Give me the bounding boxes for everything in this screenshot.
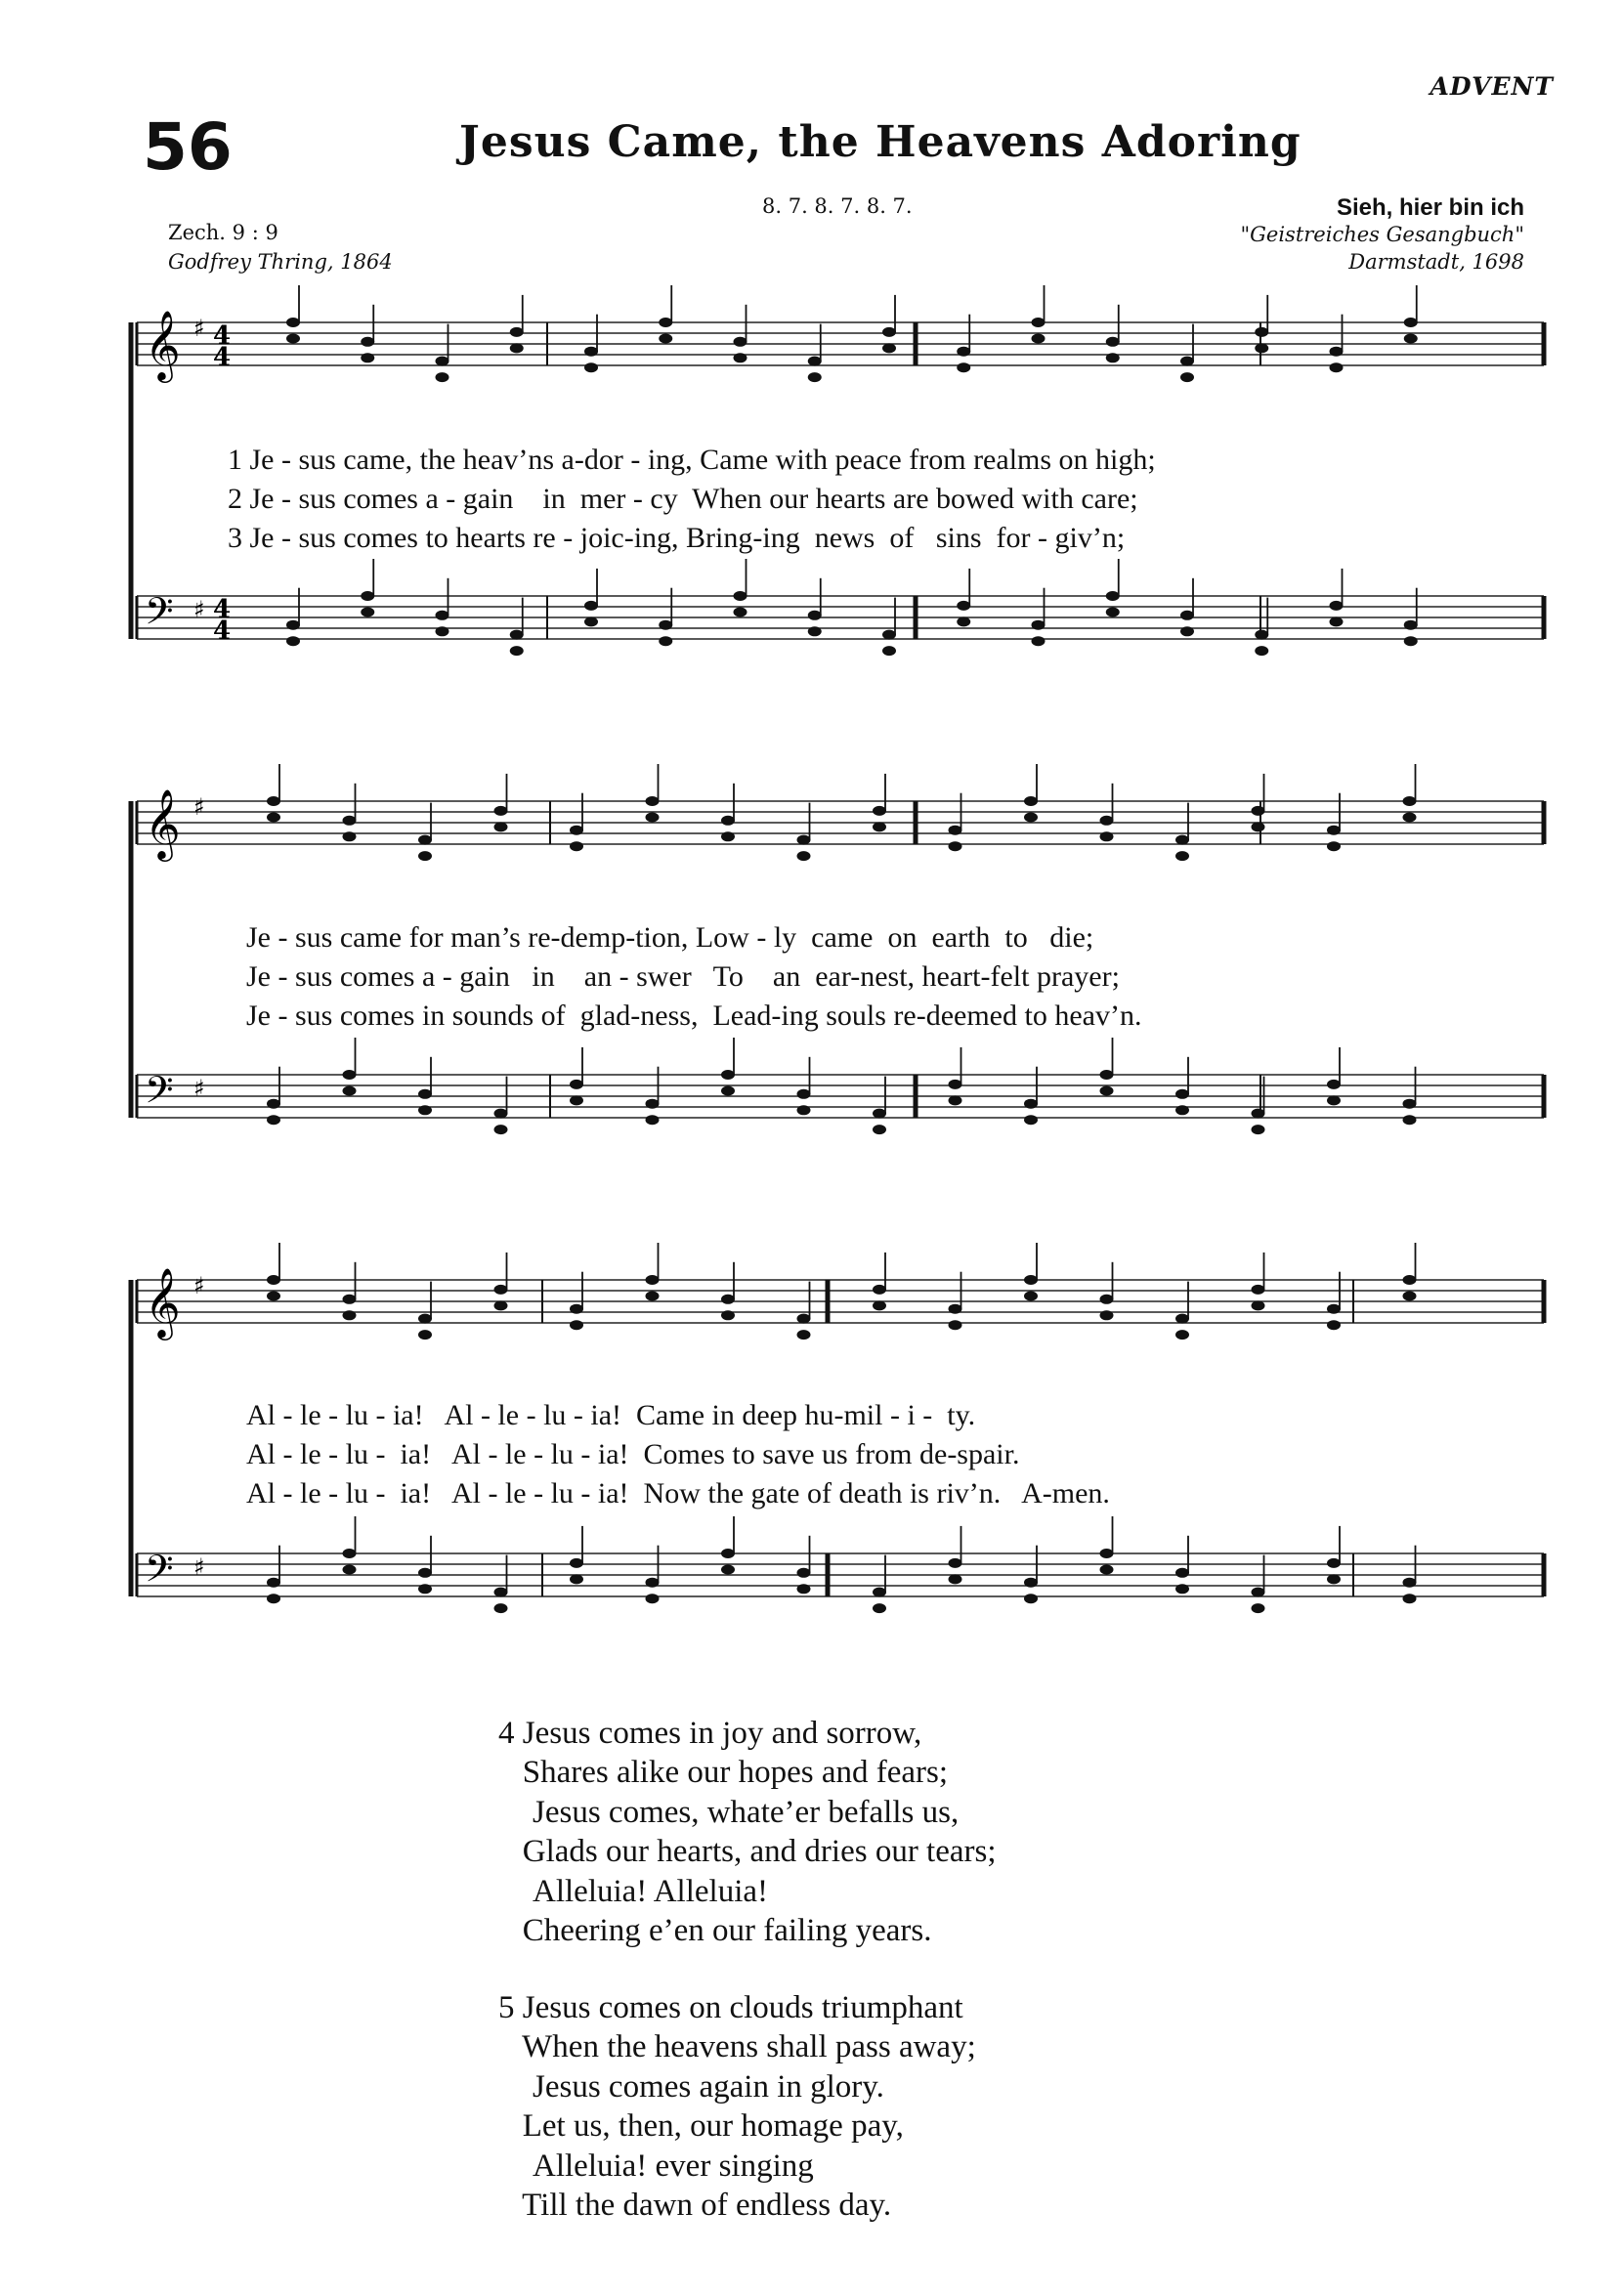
verse-4-line-3: Jesus comes, whate’er befalls us, [533,1795,960,1830]
notehead [721,816,735,826]
notehead [286,318,300,327]
notehead [418,1568,432,1578]
verse-5-line-5: Alleluia! ever singing [533,2148,814,2184]
notehead [1100,1070,1114,1080]
notehead [957,601,970,611]
notehead [721,1310,735,1320]
notehead [436,626,449,636]
notehead [808,357,822,366]
notehead [1180,626,1194,636]
notehead [1175,1584,1189,1594]
tune-source: "Geistreiches Gesangbuch" [1240,223,1524,246]
notehead [510,630,524,640]
notehead [808,626,822,636]
notehead [267,1099,280,1109]
notehead [1175,1105,1189,1115]
lyric-s2-line1: Je - sus came for man’s re-demp-tion, Low - ly came on earth to die; [246,921,1094,954]
section-label: ADVENT [1430,72,1554,101]
notehead [659,334,672,344]
notehead [1327,1304,1341,1314]
notehead [267,1578,280,1588]
notehead [1100,831,1114,841]
time-signature-top: 4 [213,595,232,624]
notehead [584,617,598,626]
notehead [1024,1115,1038,1125]
notehead [1252,1285,1265,1295]
notehead [570,1320,583,1330]
hymn-title: Jesus Came, the Heavens Adoring [459,117,1302,167]
verse-5-line-1: 5 Jesus comes on clouds triumphant [498,1990,963,2025]
notehead [436,372,449,382]
lyric-s3-line1: Al - le - lu - ia! Al - le - lu - ia! Came in deep hu-mil - i - ty. [246,1399,976,1431]
notehead [1175,1568,1189,1578]
notehead [1024,1275,1038,1285]
verse-4-line-2: Shares alike our hopes and fears; [498,1755,949,1790]
notehead [646,1099,660,1109]
notehead [1403,796,1417,806]
notehead [1330,601,1344,611]
notehead [1252,1300,1265,1310]
key-signature-sharp-icon: ♯ [193,596,205,623]
notehead [510,327,524,337]
notehead [646,1292,660,1301]
lyric-s1-line2: 2 Je - sus comes a - gain in mer - cy When our hearts are bowed with care; [228,483,1138,515]
notehead [646,1115,660,1125]
bass-clef-icon: 𝄢 [145,1068,174,1121]
notehead [361,608,374,617]
notehead [343,1086,357,1096]
notehead [1403,1275,1417,1285]
notehead [1024,1099,1038,1109]
notehead [1032,318,1046,327]
notehead [721,1295,735,1304]
notehead [949,1095,962,1105]
lyric-s2-line3: Je - sus comes in sounds of glad-ness, Lead-ing souls re-deemed to heav’n. [246,999,1142,1032]
notehead [1404,318,1418,327]
notehead [267,1115,280,1125]
notehead [646,1275,660,1285]
notehead [1100,1565,1114,1575]
verse-4-line-5: Alleluia! Alleluia! [533,1874,769,1909]
notehead [570,841,583,851]
key-signature-sharp-icon: ♯ [193,1272,205,1299]
notehead [1175,851,1189,861]
notehead [1252,1109,1265,1119]
notehead [659,636,672,646]
lyric-s3-line3: Al - le - lu - ia! Al - le - lu - ia! Now the gate of death is riv’n. A-men. [246,1477,1110,1509]
notehead [1100,1310,1114,1320]
notehead [1327,1558,1341,1568]
notehead [949,1574,962,1584]
notehead [797,1089,811,1099]
notehead [873,1285,886,1295]
notehead [734,337,747,347]
notehead [873,1588,886,1597]
notehead [1024,1578,1038,1588]
notehead [418,1314,432,1324]
notehead [1404,620,1418,630]
notehead [570,1304,583,1314]
notehead [570,1095,583,1105]
notehead [646,813,660,823]
notehead [1024,813,1038,823]
notehead [721,1070,735,1080]
verse-4-line-4: Glads our hearts, and dries our tears; [498,1834,997,1869]
notehead [267,1292,280,1301]
notehead [418,1105,432,1115]
notehead [1327,1320,1341,1330]
notehead [1100,1549,1114,1558]
notehead [494,1588,508,1597]
notehead [418,835,432,845]
notehead [418,1330,432,1339]
notehead [494,1109,508,1119]
notehead [882,630,896,640]
meter: 8. 7. 8. 7. 8. 7. [762,194,913,218]
notehead [343,1549,357,1558]
notehead [494,822,508,831]
notehead [436,357,449,366]
notehead [797,835,811,845]
verse-4-line-1: 4 Jesus comes in joy and sorrow, [498,1716,922,1751]
notehead [646,796,660,806]
notehead [1255,343,1268,353]
notehead [1403,1115,1417,1125]
bass-clef-icon: 𝄢 [145,589,174,642]
time-signature-bottom: 4 [213,617,232,646]
notehead [361,353,374,362]
notehead [721,1086,735,1096]
notehead [1024,796,1038,806]
notehead [1403,1099,1417,1109]
notehead [1403,813,1417,823]
notehead [1252,806,1265,816]
notehead [1032,334,1046,344]
notehead [1175,1089,1189,1099]
notehead [882,646,896,656]
notehead [1175,1314,1189,1324]
notehead [267,1594,280,1603]
notehead [1403,1594,1417,1603]
notehead [570,1558,583,1568]
notehead [734,353,747,362]
notehead [873,1300,886,1310]
verse-4-line-6: Cheering e’en our failing years. [498,1913,932,1948]
notehead [949,1304,962,1314]
notehead [797,1105,811,1115]
notehead [570,826,583,835]
notehead [797,1314,811,1324]
notehead [734,608,747,617]
notehead [361,337,374,347]
notehead [1180,611,1194,620]
notehead [949,1320,962,1330]
notehead [721,831,735,841]
notehead [1327,1095,1341,1105]
notehead [1100,1086,1114,1096]
notehead [721,1565,735,1575]
notehead [873,822,886,831]
tune-place: Darmstadt, 1698 [1348,250,1524,274]
notehead [1106,608,1120,617]
notehead [494,1300,508,1310]
notehead [873,1125,886,1134]
notehead [957,617,970,626]
notehead [1327,826,1341,835]
notehead [1252,1588,1265,1597]
notehead [418,1584,432,1594]
verse-5-line-3: Jesus comes again in glory. [533,2069,884,2105]
verse-5-line-4: Let us, then, our homage pay, [498,2108,904,2144]
notehead [343,1565,357,1575]
notehead [286,334,300,344]
notehead [1175,835,1189,845]
notehead [734,591,747,601]
treble-clef-icon: 𝄞 [145,1266,181,1338]
notehead [882,343,896,353]
notehead [808,611,822,620]
notehead [1327,1080,1341,1089]
notehead [1255,646,1268,656]
notehead [808,372,822,382]
notehead [1330,617,1344,626]
verse-5-line-6: Till the dawn of endless day. [498,2188,892,2223]
notehead [797,1568,811,1578]
notehead [1255,630,1268,640]
notehead [510,646,524,656]
bass-clef-icon: 𝄢 [145,1547,174,1599]
notehead [949,1080,962,1089]
key-signature-sharp-icon: ♯ [193,793,205,821]
notehead [659,620,672,630]
notehead [797,1330,811,1339]
notehead [949,1558,962,1568]
notehead [267,796,280,806]
notehead [882,327,896,337]
notehead [494,806,508,816]
notehead [584,347,598,357]
notehead [494,1125,508,1134]
notehead [957,347,970,357]
notehead [659,318,672,327]
notehead [1404,334,1418,344]
key-signature-sharp-icon: ♯ [193,1553,205,1581]
notehead [957,362,970,372]
notehead [1327,1574,1341,1584]
notehead [1100,1295,1114,1304]
notehead [949,841,962,851]
notehead [584,601,598,611]
notehead [873,806,886,816]
notehead [1180,357,1194,366]
notehead [584,362,598,372]
hymn-number: 56 [143,109,233,185]
notehead [267,813,280,823]
notehead [1024,1292,1038,1301]
notehead [1106,353,1120,362]
notehead [1330,362,1344,372]
treble-clef-icon: 𝄞 [145,787,181,859]
notehead [1100,816,1114,826]
notehead [494,1603,508,1613]
notehead [1106,337,1120,347]
notehead [1330,347,1344,357]
notehead [361,591,374,601]
treble-clef-icon: 𝄞 [145,309,181,380]
notehead [570,1080,583,1089]
notehead [1403,1292,1417,1301]
notehead [797,851,811,861]
notehead [570,1574,583,1584]
notehead [1106,591,1120,601]
notehead [1327,841,1341,851]
notehead [1252,1603,1265,1613]
notehead [436,611,449,620]
notehead [873,1603,886,1613]
notehead [1255,327,1268,337]
notehead [1175,1330,1189,1339]
time-signature-bottom: 4 [213,343,232,372]
tune-name: Sieh, hier bin ich [1336,194,1524,221]
notehead [343,1070,357,1080]
notehead [510,343,524,353]
notehead [286,620,300,630]
key-signature-sharp-icon: ♯ [193,1075,205,1102]
notehead [949,826,962,835]
scripture-reference: Zech. 9 : 9 [168,221,278,244]
notehead [1032,636,1046,646]
notehead [267,1275,280,1285]
notehead [1024,1594,1038,1603]
lyric-s3-line2: Al - le - lu - ia! Al - le - lu - ia! Comes to save us from de-spair. [246,1438,1020,1470]
notehead [418,1089,432,1099]
notehead [343,831,357,841]
lyric-s1-line3: 3 Je - sus comes to hearts re - joic-ing, Bring-ing news of sins for - giv’n; [228,522,1126,554]
notehead [1252,822,1265,831]
notehead [343,1295,357,1304]
lyric-s1-line1: 1 Je - sus came, the heav’ns a-dor - ing, Came with peace from realms on high; [228,444,1156,476]
notehead [721,1549,735,1558]
notehead [873,1109,886,1119]
notehead [646,1578,660,1588]
notehead [1403,1578,1417,1588]
key-signature-sharp-icon: ♯ [193,315,205,342]
notehead [494,1285,508,1295]
notehead [797,1584,811,1594]
notehead [646,1594,660,1603]
notehead [1032,620,1046,630]
lyric-s2-line2: Je - sus comes a - gain in an - swer To an ear-nest, heart-felt prayer; [246,960,1120,993]
notehead [343,1310,357,1320]
time-signature-top: 4 [213,321,232,351]
verse-5-line-2: When the heavens shall pass away; [498,2029,976,2064]
notehead [418,851,432,861]
notehead [1180,372,1194,382]
notehead [1404,636,1418,646]
notehead [286,636,300,646]
notehead [1252,1125,1265,1134]
author: Godfrey Thring, 1864 [168,250,393,274]
notehead [343,816,357,826]
